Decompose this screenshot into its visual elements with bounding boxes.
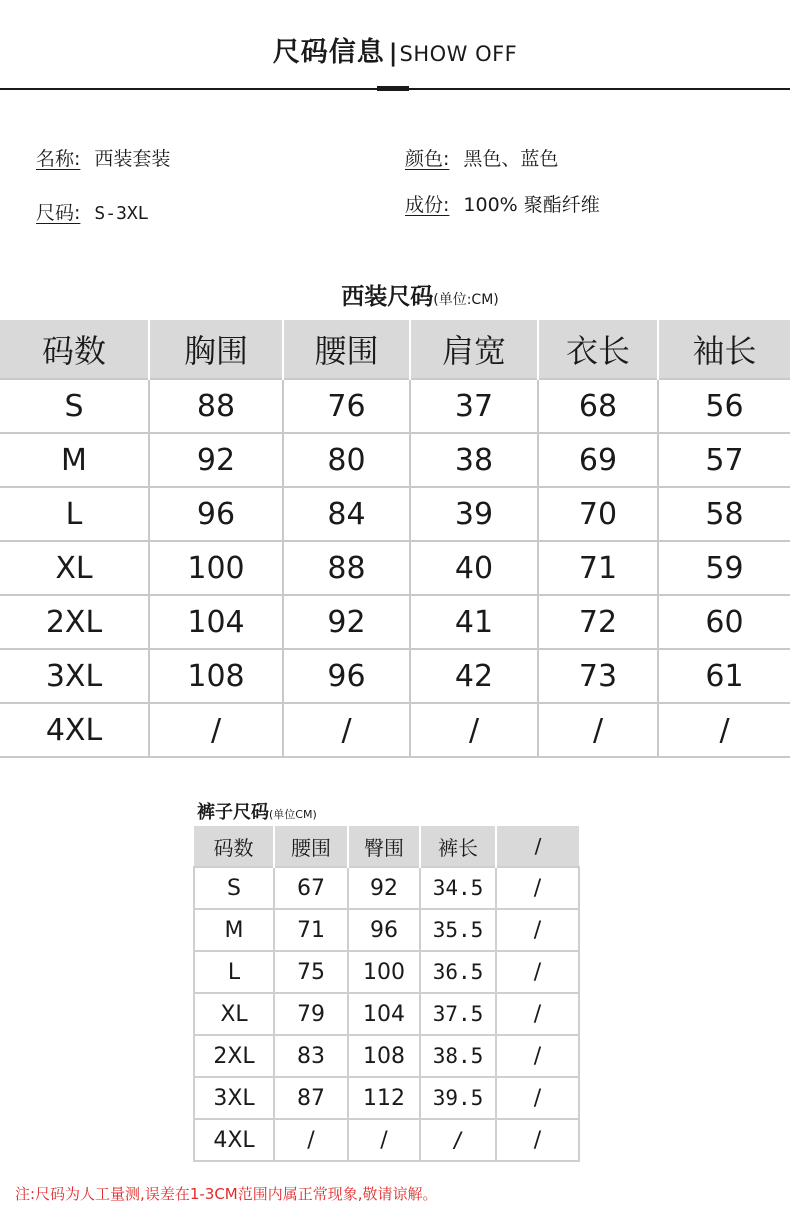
suit-cell: 70 [538,487,658,541]
pants-header-cell: 臀围 [348,826,420,867]
suit-cell: 60 [658,595,790,649]
pants-cell: 71 [274,909,348,951]
suit-cell: 76 [283,379,410,433]
suit-header-cell: 肩宽 [410,320,538,379]
suit-cell: / [538,703,658,757]
pants-cell: 35.5 [420,909,496,951]
pants-header-cell: 裤长 [420,826,496,867]
suit-header-cell: 袖长 [658,320,790,379]
pants-cell: 79 [274,993,348,1035]
pants-header-cell: 腰围 [274,826,348,867]
info-color-label: 颜色: [405,148,450,170]
pants-table-caption [197,798,317,824]
pants-cell: 92 [348,867,420,909]
suit-row [0,379,790,433]
pants-size-table [193,826,580,1162]
page-header [0,30,790,69]
info-size-value: S-3XL [94,203,149,224]
suit-cell: 108 [149,649,283,703]
page-title: 尺码信息 [272,37,385,68]
suit-table-caption [0,278,790,311]
suit-cell: 56 [658,379,790,433]
suit-cell-size: 4XL [0,703,149,757]
pants-row [194,951,579,993]
suit-cell: 57 [658,433,790,487]
suit-cell: 69 [538,433,658,487]
suit-cell-size: XL [0,541,149,595]
suit-cell: 37 [410,379,538,433]
suit-cell: 71 [538,541,658,595]
suit-header-cell: 胸围 [149,320,283,379]
pants-header-cell: / [496,826,579,867]
suit-cell: 61 [658,649,790,703]
info-color [405,144,558,171]
suit-cell: 73 [538,649,658,703]
suit-cell: 72 [538,595,658,649]
info-color-value: 黑色、蓝色 [463,148,559,170]
suit-table-unit: (单位:CM) [433,292,499,308]
suit-row [0,703,790,757]
pants-cell: 36.5 [420,951,496,993]
suit-cell: / [658,703,790,757]
pants-cell-size: S [194,867,274,909]
pants-cell-size: 3XL [194,1077,274,1119]
info-name [36,144,170,171]
pants-header-row [194,826,579,867]
suit-row [0,487,790,541]
pants-table-title: 裤子尺码 [197,802,269,823]
suit-cell: 88 [283,541,410,595]
pants-row [194,1077,579,1119]
pants-cell: / [348,1119,420,1161]
suit-row [0,541,790,595]
info-size [36,198,149,225]
suit-cell-size: M [0,433,149,487]
pants-header-cell: 码数 [194,826,274,867]
suit-header-cell: 衣长 [538,320,658,379]
pants-cell: 100 [348,951,420,993]
pants-cell: 38.5 [420,1035,496,1077]
info-material-label: 成份: [405,194,450,216]
pants-cell: 34.5 [420,867,496,909]
suit-header-cell: 腰围 [283,320,410,379]
pants-cell: 87 [274,1077,348,1119]
info-material [405,190,600,217]
info-size-label: 尺码: [36,202,81,224]
pants-cell: / [496,867,579,909]
pants-cell: 39.5 [420,1077,496,1119]
title-divider: | [388,39,398,67]
suit-cell: 42 [410,649,538,703]
suit-header-row [0,320,790,379]
pants-cell: / [496,909,579,951]
suit-cell: 100 [149,541,283,595]
suit-row [0,433,790,487]
pants-row [194,1119,579,1161]
pants-cell-size: M [194,909,274,951]
suit-cell: 41 [410,595,538,649]
pants-cell-size: 2XL [194,1035,274,1077]
pants-cell: / [274,1119,348,1161]
pants-cell: / [496,1119,579,1161]
suit-size-table [0,320,790,758]
info-material-value: 100% 聚酯纤维 [463,194,600,216]
suit-row [0,595,790,649]
pants-cell-size: 4XL [194,1119,274,1161]
suit-table-title: 西装尺码 [341,284,434,310]
suit-cell: / [410,703,538,757]
pants-cell: 108 [348,1035,420,1077]
suit-cell: 96 [283,649,410,703]
header-rule-accent [377,86,409,91]
pants-cell: 96 [348,909,420,951]
pants-cell: / [496,1035,579,1077]
suit-cell-size: S [0,379,149,433]
pants-cell-size: L [194,951,274,993]
pants-cell: 112 [348,1077,420,1119]
suit-cell: 104 [149,595,283,649]
pants-row [194,993,579,1035]
suit-cell: 80 [283,433,410,487]
pants-cell: / [420,1119,496,1161]
page-subtitle: SHOW OFF [399,42,518,66]
pants-row [194,1035,579,1077]
pants-cell: 75 [274,951,348,993]
suit-cell: 58 [658,487,790,541]
pants-row [194,867,579,909]
suit-cell: 88 [149,379,283,433]
suit-cell-size: 3XL [0,649,149,703]
pants-cell-size: XL [194,993,274,1035]
suit-cell: 59 [658,541,790,595]
pants-cell: / [496,993,579,1035]
suit-cell: 96 [149,487,283,541]
pants-cell: 37.5 [420,993,496,1035]
suit-header-cell: 码数 [0,320,149,379]
info-name-label: 名称: [36,148,81,170]
suit-row [0,649,790,703]
suit-cell: / [149,703,283,757]
info-name-value: 西装套装 [94,148,171,170]
measurement-note: 注:尺码为人工量测,误差在1-3CM范围内属正常现象,敬请谅解。 [15,1185,438,1203]
pants-cell: 104 [348,993,420,1035]
pants-cell: / [496,951,579,993]
suit-cell: 92 [149,433,283,487]
pants-cell: / [496,1077,579,1119]
suit-cell: 68 [538,379,658,433]
suit-cell: 39 [410,487,538,541]
suit-cell-size: 2XL [0,595,149,649]
suit-cell: 38 [410,433,538,487]
suit-cell-size: L [0,487,149,541]
pants-cell: 67 [274,867,348,909]
pants-cell: 83 [274,1035,348,1077]
pants-row [194,909,579,951]
suit-cell: 84 [283,487,410,541]
suit-cell: 40 [410,541,538,595]
suit-cell: 92 [283,595,410,649]
pants-table-unit: (单位CM) [269,808,317,821]
suit-cell: / [283,703,410,757]
